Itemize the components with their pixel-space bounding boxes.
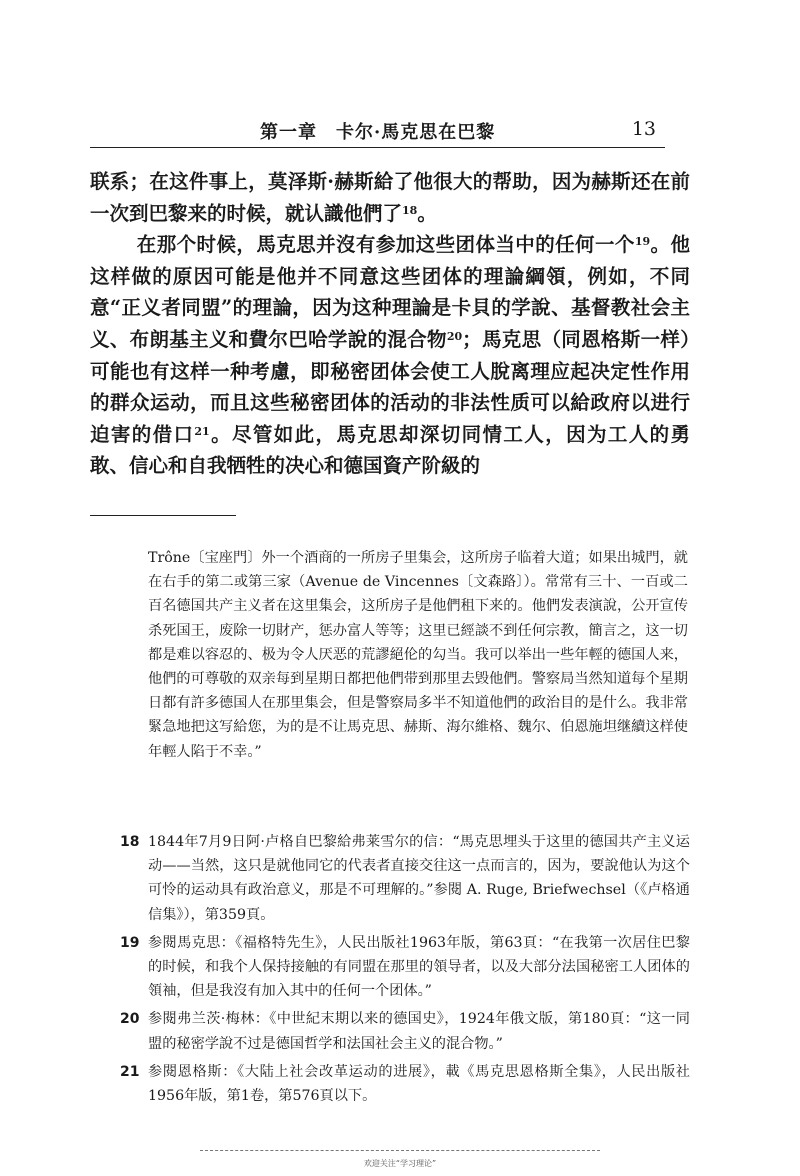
footnote-19 [90, 931, 690, 1004]
footnote-text: 参閱弗兰茨·梅林：《中世紀末期以来的德国史》，1924年俄文版，第180頁：“这一同盟的秘密学說不过是德国哲学和法国社会主义的混合物。” [148, 1011, 690, 1052]
page-number: 13 [631, 118, 656, 140]
paragraph-2: 在那个时候，馬克思并沒有参加这些团体当中的任何一个$^{19}$。他这样做的原因可能是他并不同意这些团体的理論綱領，例如，不同意“正义者同盟”的理論，因为这种理論是卡貝的学說、基督教社会主义、布朗基主义和費尔巴哈学說的混合物$^{20}$；馬克思（同恩格斯一样）可能也有这样一种考慮，即秘密团体会使工人脫离理应起决定性作用的群众运动，而且这些秘密团体的活动的非法性质可以給政府以进行迫害的借口$^{21}$。尽管如此，馬克思却深切同情工人，因为工人的勇敢、信心和自我牺牲的决心和德国資产阶級的 [90, 233, 690, 478]
footnote-number: 20 [120, 1011, 140, 1028]
chapter-title: 第一章 卡尔·馬克思在巴黎 [260, 122, 496, 143]
footnote-ref-20[interactable]: 20 [446, 329, 463, 343]
footnote-21 [90, 1060, 690, 1108]
footnote-text: 1844年7月9日阿·卢格自巴黎給弗莱雪尔的信：“馬克思埋头于这里的德国共产主义运动——当然，这只是就他同它的代表者直接交往这一点而言的，因为，要說他认为这个可怜的运动具有政治意义，那是不可理解的。”参閱 A. Ruge, Briefwechsel（《卢格通信集》），第359頁。 [148, 834, 690, 923]
paragraph-1: 联系；在这件事上，莫泽斯·赫斯給了他很大的帮助，因为赫斯还在前一次到巴黎来的时候，就认識他們了$^{18}$。 [90, 170, 690, 225]
footnotes [90, 830, 690, 1112]
footnote-number: 21 [120, 1063, 140, 1080]
footnote-continuation: Trône〔宝座門〕外一个酒商的一所房子里集会，这所房子临着大道；如果出城門，就在右手的第二或第三家（Avenue de Vincennes〔文森路〕）。常常有三十、一百或二百名德国共产主义者在这里集会，这所房子是他們租下来的。他們发表演說，公开宣传杀死国王，废除一切財产，惩办富人等等；这里已經談不到任何宗教，簡言之，这一切都是难以容忍的、极为令人厌恶的荒謬絕伦的勾当。我可以举出一些年輕的德国人来，他們的可尊敬的双亲每到星期日都把他們带到那里去毁他們。警察局当然知道每个星期日都有許多德国人在那里集会，但是警察局多半不知道他們的政治目的是什么。我非常緊急地把这写給您，为的是不让馬克思、赫斯、海尔維格、魏尔、伯恩施坦继續这样使年輕人陷于不幸。” [148, 550, 688, 760]
footnote-number: 19 [120, 934, 140, 951]
footnote-18 [90, 830, 690, 927]
footnote-ref-19[interactable]: 19 [634, 235, 651, 249]
header-rule [90, 147, 665, 148]
footer-rule [200, 1150, 600, 1151]
footnote-text: 参閱馬克思：《福格特先生》，人民出版社1963年版，第63頁：“在我第一次居住巴黎的时候，和我个人保持接触的有同盟在那里的領导者，以及大部分法国秘密工人团体的領袖，但是我沒有加入其中的任何一个团体。” [148, 934, 690, 1000]
footer-watermark: 欢迎关注“学习理论” [363, 1159, 437, 1168]
footnote-number: 18 [120, 834, 140, 850]
footnote-rule [90, 515, 236, 516]
footnote-ref-18[interactable]: 18 [402, 203, 418, 217]
footnote-text: 参閱恩格斯：《大陆上社会改革运动的进展》，載《馬克思恩格斯全集》，人民出版社1956年版，第1卷，第576頁以下。 [148, 1063, 690, 1105]
main-text [90, 166, 690, 482]
footnote-ref-21[interactable]: 21 [194, 424, 210, 438]
running-header [90, 118, 690, 142]
footnote-20 [90, 1007, 690, 1055]
